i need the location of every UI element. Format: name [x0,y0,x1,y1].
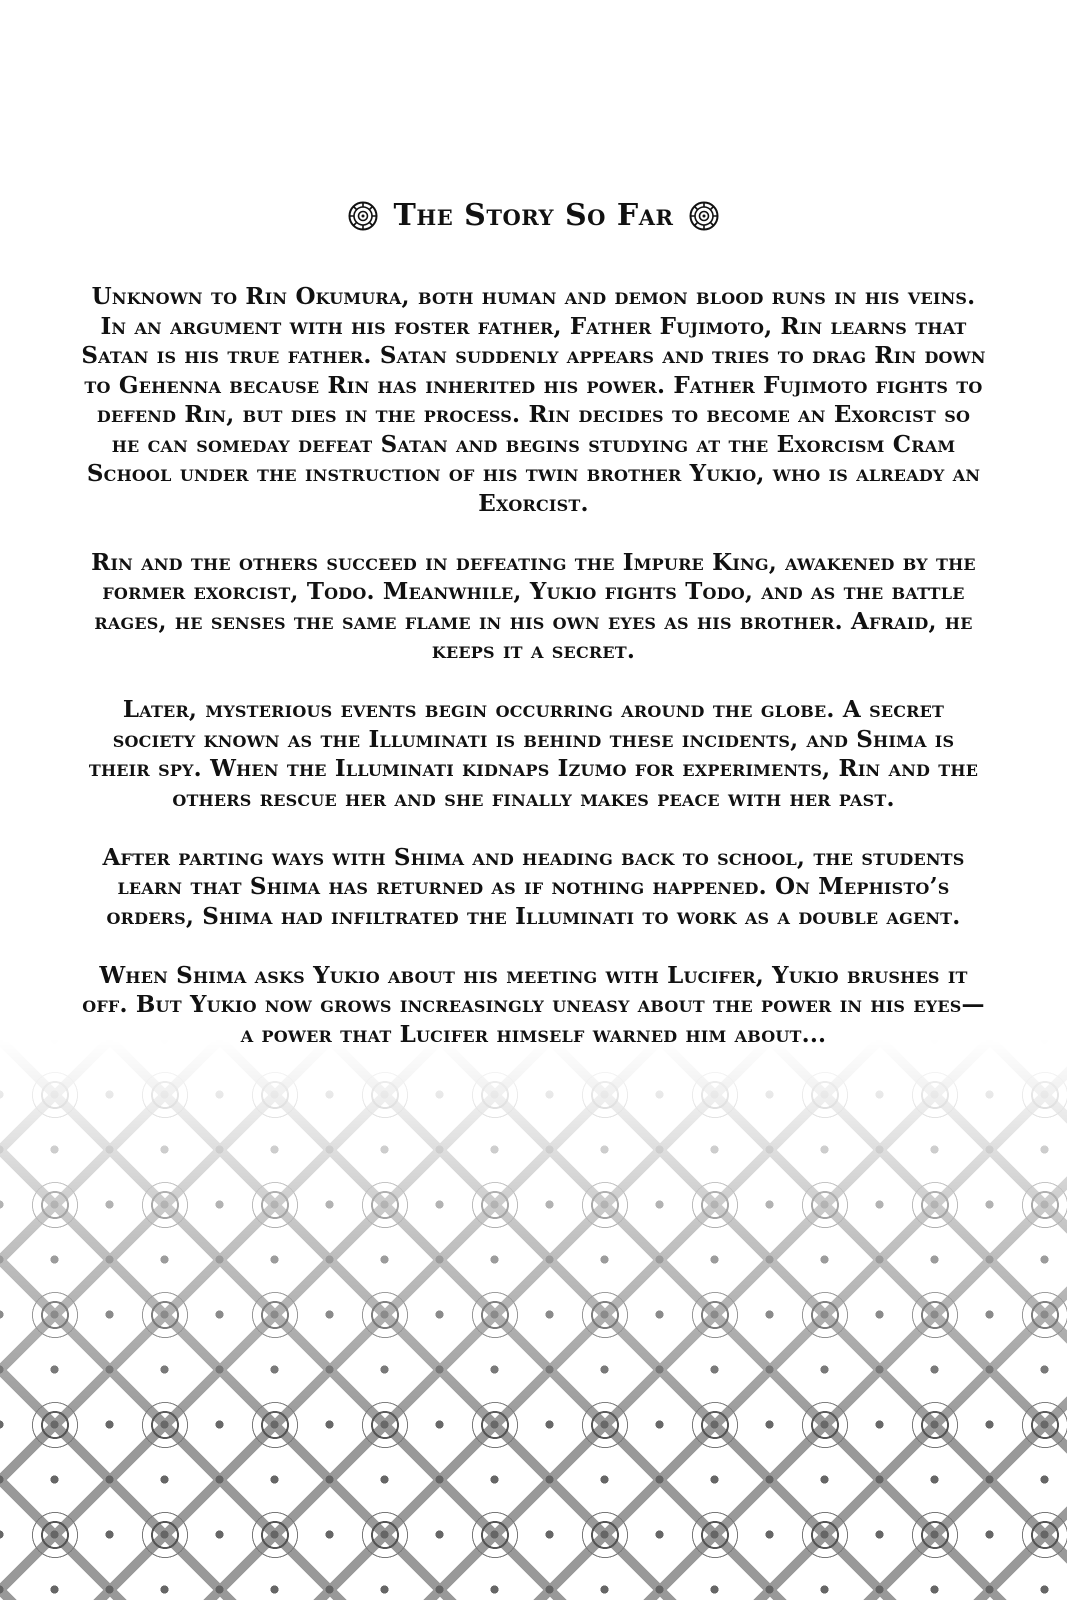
rose-ornament-icon [689,201,719,231]
rose-ornament-icon [348,201,378,231]
summary-paragraph: Unknown to Rin Okumura, both human and demon blood runs in his veins. In an argument with his foster father, Father Fujimoto, Rin learns that Satan is his true father. Satan suddenly appears and tries to drag Rin down to Gehenna because Rin has inherited his power. Father Fujimoto fights to defend Rin, but dies in the process. Rin decides to become an Exorcist so he can someday defeat Satan and begins studying at the Exorcism Cram School under the instruction of his twin brother Yukio, who is already an Exorcist. [81,283,986,517]
decorative-tile-pattern [0,1040,1067,1600]
summary-paragraph: When Shima asks Yukio about his meeting with Lucifer, Yukio brushes it off. But Yukio now grows increasingly uneasy about the power in his eyes—a power that Lucifer himself warned him about... [82,961,985,1048]
summary-paragraph: After parting ways with Shima and heading back to school, the students learn that Shima has returned as if nothing happened. On Mephisto’s orders, Shima had infiltrated the Illuminati to work as a double agent. [102,843,965,930]
story-so-far-section [80,196,987,1079]
summary-paragraph: Rin and the others succeed in defeating the Impure King, awakened by the former exorcist, Todo. Meanwhile, Yukio fights Todo, and as the battle rages, he senses the same flame in his own eyes as his brother. Afraid, he keeps it a secret. [91,548,976,664]
section-header [80,196,987,236]
page-title: The Story So Far [393,198,674,233]
summary-paragraph: Later, mysterious events begin occurring around the globe. A secret society known as the Illuminati is behind these incidents, and Shima is their spy. When the Illuminati kidnaps Izumo for experiments, Rin and the others rescue her and she finally makes peace with her past. [88,696,979,812]
